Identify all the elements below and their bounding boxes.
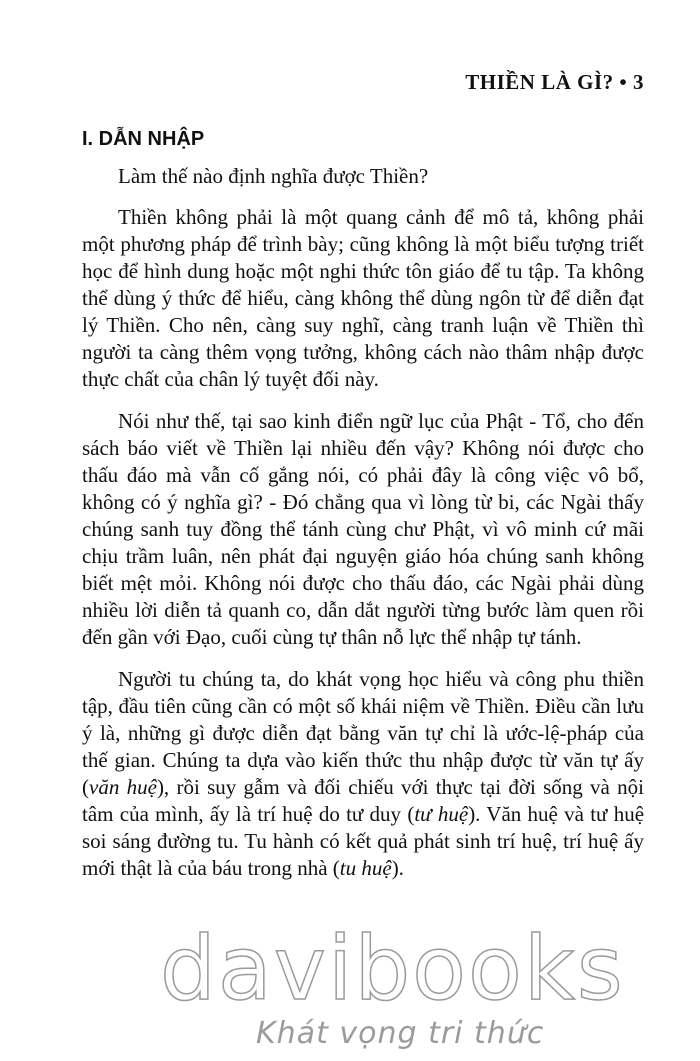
text-run: ). Văn huệ và tư huệ soi sáng đường tu. Tu hành có kết quả phát sinh trí huệ, trí huệ ấy mới thật là của báu trong nhà ( bbox=[82, 802, 645, 880]
paragraph-scriptures: Nói như thế, tại sao kinh điển ngữ lục của Phật - Tổ, cho đến sách báo viết về Thiền lại nhiều đến vậy? Không nói được cho thấu đáo mà vẫn cố gắng nói, có phải đây là công việc vô bổ, không có ý nghĩa gì? - Đó chẳng qua vì lòng từ bi, các Ngài thấy chúng sanh tuy đồng thể tánh cùng chư Phật, vì vô minh cứ mãi chịu trầm luân, nên phát đại nguyện giáo hóa chúng sanh không biết mệt mỏi. Không nói được cho thấu đáo, các Ngài phải dùng nhiều lời diễn tả quanh co, dẫn dắt người từng bước làm quen rồi đến gần với Đạo, cuối cùng tự thân nỗ lực thể nhập tự tánh. bbox=[82, 409, 644, 649]
term-tu-hue-thinking: tư huệ bbox=[414, 802, 469, 826]
running-header: THIỀN LÀ GÌ? • 3 bbox=[465, 70, 644, 94]
paragraph-definition: Thiền không phải là một quang cảnh để mô tả, không phải một phương pháp để trình bày; cũng không là một biểu tượng triết học để hình dung hoặc một nghi thức tôn giáo để tu tập. Ta không thể dùng ý thức để hiểu, càng không thể dùng ngôn từ để diễn đạt lý Thiền. Cho nên, càng suy nghĩ, càng tranh luận về Thiền thì người ta càng thêm vọng tưởng, không cách nào thâm nhập được thực chất của chân lý tuyệt đối này. bbox=[82, 205, 644, 391]
watermark-tagline: Khát vọng tri thức bbox=[256, 1016, 545, 1051]
body-text bbox=[82, 163, 644, 897]
term-van-hue: văn huệ bbox=[89, 775, 157, 799]
text-run: ). bbox=[391, 856, 404, 880]
section-heading: I. DẪN NHẬP bbox=[82, 128, 205, 150]
term-tu-hue-practice: tu huệ bbox=[339, 856, 392, 880]
text-run: ), rồi suy gẫm và đối chiếu với thực tại đời sống và nội tâm của mình, ấy là trí huệ do tư duy ( bbox=[82, 775, 644, 826]
text-run: Người tu chúng ta, do khát vọng học hiểu và công phu thiền tập, đầu tiên cũng cần có một số khái niệm về Thiền. Điều cần lưu ý là, những gì được diễn đạt bằng văn tự chỉ là ước-lệ-pháp của thế gian. Chúng ta dựa vào kiến thức thu nhập được từ văn tự ấy ( bbox=[82, 667, 644, 799]
paragraph-question: Làm thế nào định nghĩa được Thiền? bbox=[118, 164, 429, 188]
watermark-logo: davibooks bbox=[160, 917, 625, 1020]
paragraph-wisdom bbox=[82, 666, 644, 882]
